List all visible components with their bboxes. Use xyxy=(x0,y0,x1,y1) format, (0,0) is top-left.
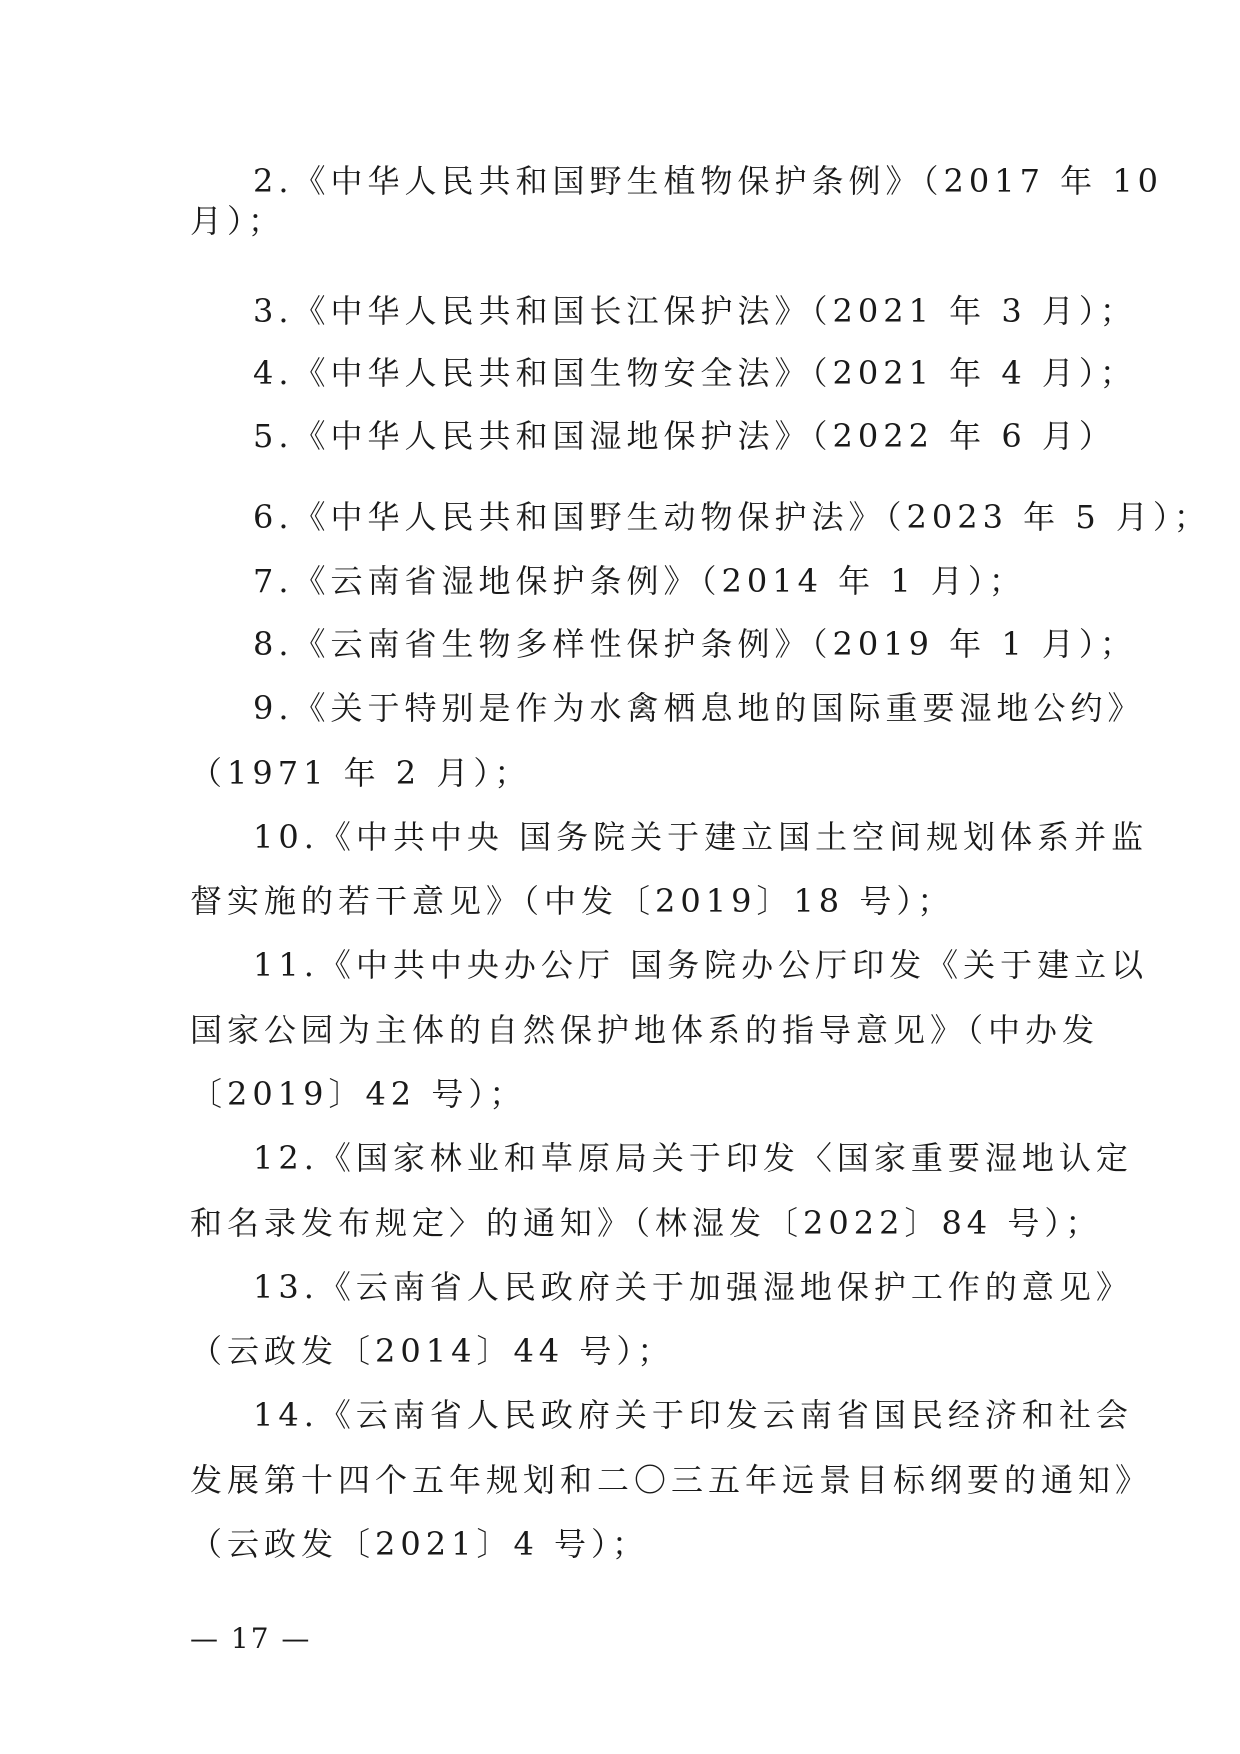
text-line: 14.《云南省人民政府关于印发云南省国民经济和社会 xyxy=(253,1396,1133,1434)
text-line: 3.《中华人民共和国长江保护法》（2021 年 3 月）； xyxy=(253,292,1137,330)
text-line: 10.《中共中央 国务院关于建立国土空间规划体系并监 xyxy=(253,818,1149,856)
text-line: 11.《中共中央办公厅 国务院办公厅印发《关于建立以 xyxy=(253,946,1149,984)
text-line: 12.《国家林业和草原局关于印发〈国家重要湿地认定 xyxy=(253,1139,1133,1177)
text-line: 督实施的若干意见》（中发〔2019〕18 号）； xyxy=(190,882,955,920)
text-line: 7.《云南省湿地保护条例》（2014 年 1 月）； xyxy=(253,562,1026,600)
text-line: 月）； xyxy=(190,202,286,240)
text-line: 发展第十四个五年规划和二〇三五年远景目标纲要的通知》 xyxy=(190,1461,1153,1499)
text-line: 和名录发布规定〉的通知》（林湿发〔2022〕84 号）； xyxy=(190,1204,1103,1242)
text-line: 〔2019〕42 号）； xyxy=(190,1075,527,1113)
text-line: （云政发〔2014〕44 号）； xyxy=(190,1332,675,1370)
text-line: 2.《中华人民共和国野生植物保护条例》（2017 年 10 xyxy=(253,162,1164,200)
text-line: 5.《中华人民共和国湿地保护法》（2022 年 6 月） xyxy=(253,417,1116,455)
text-line: 9.《关于特别是作为水禽栖息地的国际重要湿地公约》 xyxy=(253,689,1145,727)
text-line: 13.《云南省人民政府关于加强湿地保护工作的意见》 xyxy=(253,1268,1133,1306)
text-line: 6.《中华人民共和国野生动物保护法》（2023 年 5 月）； xyxy=(253,498,1211,536)
text-line: 8.《云南省生物多样性保护条例》（2019 年 1 月）； xyxy=(253,625,1137,663)
page-number: — 17 — xyxy=(190,1622,312,1655)
text-line: 4.《中华人民共和国生物安全法》（2021 年 4 月）； xyxy=(253,354,1137,392)
text-line: 国家公园为主体的自然保护地体系的指导意见》（中办发 xyxy=(190,1011,1100,1049)
text-line: （云政发〔2021〕4 号）； xyxy=(190,1525,649,1563)
text-line: （1971 年 2 月）； xyxy=(190,754,532,792)
